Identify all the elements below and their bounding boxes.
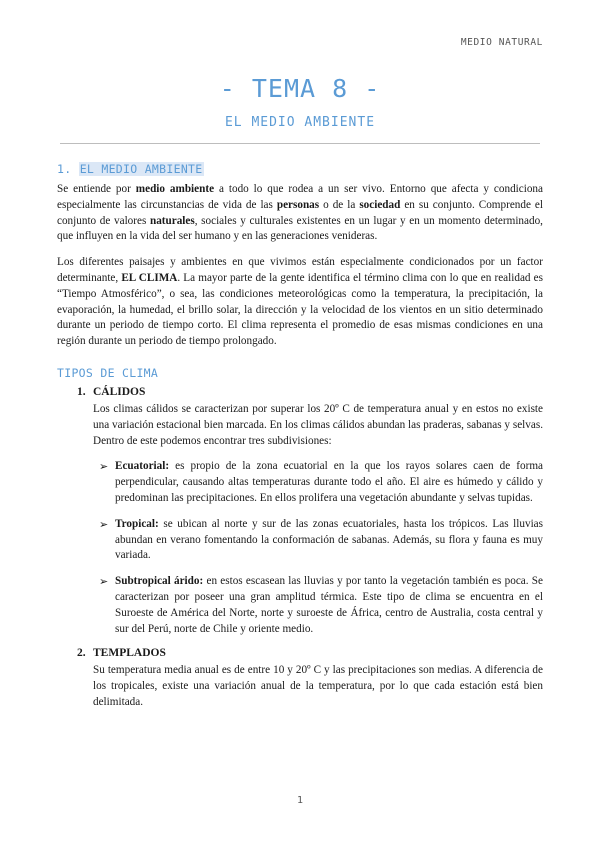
list-title: TEMPLADOS xyxy=(93,647,166,660)
section-number: 1. xyxy=(57,162,72,176)
section-title: EL MEDIO AMBIENTE xyxy=(79,162,203,176)
text-run: se ubican al norte y sur de las zonas ecuatoriales, hasta los trópicos. Las lluvias abundan en verano fomentando la conformación de sabanas. Además, su flora y fauna es muy variada. xyxy=(115,517,543,562)
text-run: en su conjunto. Comprende el conjunto de valores xyxy=(57,198,543,227)
bold-term: personas xyxy=(276,198,320,211)
templados-intro: Su temperatura media anual es de entre 10 y 20º C y las precipitaciones son medias. A diferencia de los tropicales, existe una variación anual de la temperatura, por lo que cada estación está bien delimitada. xyxy=(93,664,543,708)
paragraph-definition xyxy=(57,182,543,245)
bold-term: naturales xyxy=(149,214,195,227)
bold-term: Ecuatorial: xyxy=(115,460,170,473)
bold-term: Tropical: xyxy=(115,517,159,530)
arrow-bullet-icon: ➢ xyxy=(99,575,109,589)
title-divider xyxy=(60,143,540,144)
list-item-subtropical xyxy=(99,574,543,637)
text-run: , sociales y culturales existentes en un lugar y en un momento determinado, que influyen en la vida del ser humano y en las generaciones venideras. xyxy=(57,214,543,243)
templados-heading xyxy=(77,647,543,659)
list-item-tropical xyxy=(99,517,543,564)
page-subtitle: EL MEDIO AMBIENTE xyxy=(224,115,376,130)
tipos-de-clima-heading: TIPOS DE CLIMA xyxy=(57,365,159,380)
list-item-ecuatorial xyxy=(99,459,543,506)
bold-term: EL CLIMA xyxy=(121,271,178,284)
document-body xyxy=(57,160,543,711)
list-title: CÁLIDOS xyxy=(93,385,146,398)
bold-term: medio ambiente xyxy=(135,183,215,195)
clima-templados xyxy=(57,647,543,710)
paragraph-clima xyxy=(57,255,543,350)
bold-term: sociedad xyxy=(359,198,401,211)
calidos-heading xyxy=(77,386,543,398)
arrow-bullet-icon: ➢ xyxy=(99,460,109,474)
text-run: o de la xyxy=(319,198,360,211)
header-label: MEDIO NATURAL xyxy=(460,37,543,48)
calidos-subdivisions xyxy=(99,459,543,637)
text-run: a todo lo que rodea a un ser vivo. Entorno que afecta y condiciona especialmente las circunstancias de vida de las xyxy=(57,183,543,211)
calidos-intro: Los climas cálidos se caracterizan por superar los 20º C de temperatura anual y en estos no existe una variación estacional bien marcada. En los climas cálidos abundan las praderas, sabanas y selvas. Dentro de este podemos encontrar tres subdivisiones: xyxy=(93,402,543,447)
text-run: Los diferentes paisajes y ambientes en que vivimos están especialmente condicionados por un factor determinante, xyxy=(57,256,543,284)
arrow-bullet-icon: ➢ xyxy=(99,517,109,531)
text-run: es propio de la zona ecuatorial en la que los rayos solares caen de forma perpendicular, causando altas temperaturas durante todo el año. El aire es húmedo y cálido y predominan las precipitaciones. En ellos prolifera una vegetación abundante y selvas tupidas. xyxy=(115,460,543,504)
bold-term: Subtropical árido: xyxy=(115,575,204,588)
text-run: en estos escasean las lluvias y por tanto la vegetación también es poca. Se caracterizan por poseer una gran amplitud térmica. Este tipo de clima se encuentra en el Suroeste de América del Norte, norte y suroeste de África, centro de Australia, costa central y sur del Perú, norte de Chile y oriente medio. xyxy=(115,575,543,635)
list-number: 1. xyxy=(77,385,86,398)
page-number: 1 xyxy=(296,795,304,806)
clima-calidos xyxy=(57,386,543,637)
section-heading-medio-ambiente xyxy=(57,162,543,176)
text-run: . La mayor parte de la gente identifica el término clima con lo que en realidad es “Tiempo Atmosférico”, o sea, las condiciones meteorológicas como la temperatura, la precipitación, la evaporación, la humedad, el brillo solar, la dirección y la velocidad de los vientos en un sitio determinado durante un periodo de tiempo corto. El clima representa el promedio de esas mismas condiciones en una región durante un periodo de tiempo prolongado. xyxy=(57,271,543,348)
text-run: Se entiende por xyxy=(57,183,136,195)
page-title: - TEMA 8 - xyxy=(219,74,381,103)
list-number: 2. xyxy=(77,647,86,660)
